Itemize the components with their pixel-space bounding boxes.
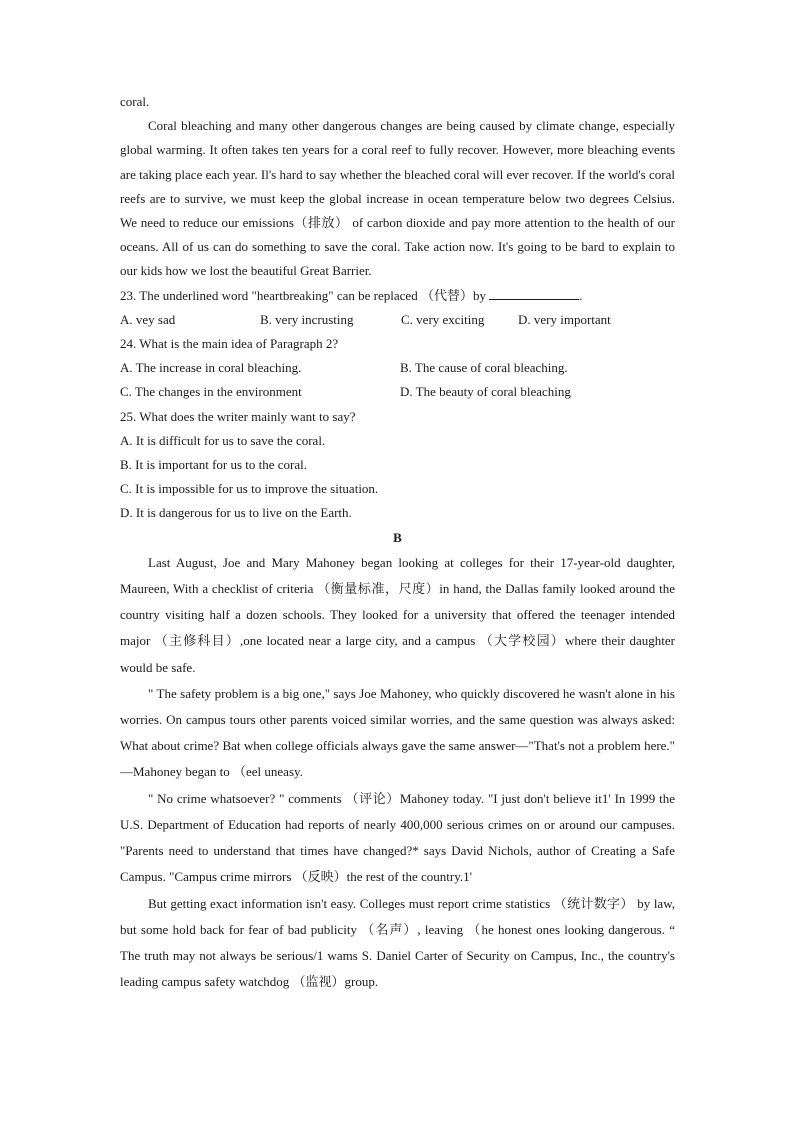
question-24-options-row-2: [120, 380, 675, 404]
passage-b-paragraph-3: " No crime whatsoever? " comments （评论）Mahoney today. "I just don't believe it1' In 1999 the U.S. Department of Education had reports of nearly 400,000 serious crimes on or around our campuses. "Parents need to understand that times have changed?* says David Nichols, author of Creating a Safe Campus. "Campus crime mirrors （反映）the rest of the country.1': [120, 790, 675, 885]
answer-blank: [489, 287, 579, 300]
option-d: D. very important: [518, 311, 611, 327]
option-c: C. very exciting: [401, 311, 485, 327]
question-23: [120, 284, 675, 308]
question-23-stem-end: .: [579, 287, 583, 303]
option-d: D. The beauty of coral bleaching: [400, 384, 571, 400]
passage-b-paragraph-1: Last August, Joe and Mary Mahoney began looking at colleges for their 17-year-old daughter, Maureen, With a checklist of criteria （衡量标准，尺度）in hand, the Dallas family looked around the country visiting half a dozen schools. They looked for a university that offered the teenager intended major （主修科目）,one located near a large city, and a campus （大学校园）where their daughter would be safe.: [120, 554, 675, 675]
option-c: C. It is impossible for us to improve the situation.: [120, 481, 379, 497]
option-a: A. vey sad: [120, 311, 176, 327]
passage-a-continued-line: coral.: [120, 94, 150, 109]
option-c: C. The changes in the environment: [120, 384, 302, 400]
option-b: B. very incrusting: [260, 311, 354, 327]
question-24-stem: 24. What is the main idea of Paragraph 2?: [120, 336, 339, 352]
question-23-options: [120, 308, 675, 332]
option-d: D. It is dangerous for us to live on the Earth.: [120, 505, 352, 521]
option-b: B. It is important for us to the coral.: [120, 457, 308, 473]
document-page: [120, 90, 675, 995]
passage-a-paragraph: Coral bleaching and many other dangerous changes are being caused by climate change, especially global warming. It often takes ten years for a coral reef to fully recover. However, more bleaching events are taking place each year. Il's hard to say whether the bleached coral will ever recover. If the world's coral reefs are to survive, we must keep the global increase in ocean temperature below two degrees Celsius. We need to reduce our emissions（排放） of carbon dioxide and pay more attention to the health of our oceans. All of us can do something to save the coral. Take action now. It's going to be bard to explain to our kids how we lost the beautiful Great Barrier.: [120, 118, 675, 279]
passage-b-paragraph-2: " The safety problem is a big one," says Joe Mahoney, who quickly discovered he wasn't alone in his worries. On campus tours other parents voiced similar worries, and the same question was always asked: What about crime? Bat when college officials always gave the same answer—"That's not a problem here." —Mahoney began to （eel uneasy.: [120, 685, 675, 780]
option-a: A. It is difficult for us to save the coral.: [120, 432, 326, 448]
passage-b-paragraph-4: But getting exact information isn't easy. Colleges must report crime statistics （统计数字） by law, but some hold back for fear of bad publicity （名声）, leaving （he honest ones looking dangerous. “ The truth may not always be serious/1 wams S. Daniel Carter of Security on Campus, Inc., the country's leading campus safety watchdog （监视）group.: [120, 895, 675, 990]
option-a: A. The increase in coral bleaching.: [120, 360, 302, 376]
question-24-options-row-1: [120, 356, 675, 380]
section-b-heading: B: [393, 529, 402, 545]
question-23-stem: 23. The underlined word "heartbreaking" can be replaced （代替）by: [120, 287, 490, 303]
passage-b: [120, 550, 675, 995]
option-b: B. The cause of coral bleaching.: [400, 360, 568, 376]
question-25-stem: 25. What does the writer mainly want to say?: [120, 408, 356, 424]
